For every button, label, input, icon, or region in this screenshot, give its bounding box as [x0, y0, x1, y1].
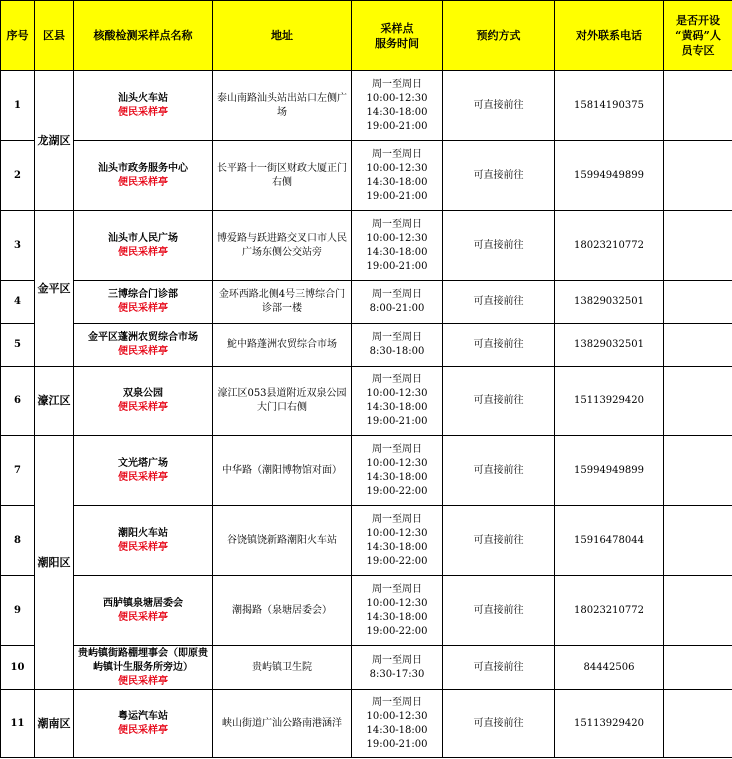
hours-line: 周一至周日 — [372, 654, 422, 666]
hours-line: 14:30-18:00 — [366, 176, 428, 188]
site-booking: 可直接前往 — [443, 141, 555, 211]
hours-line: 14:30-18:00 — [366, 611, 428, 623]
site-name-cell — [74, 281, 213, 324]
site-address: 谷饶镇饶新路潮阳火车站 — [213, 506, 352, 576]
hours-line: 周一至周日 — [372, 443, 422, 455]
site-address: 濠江区053县道附近双泉公园大门口右侧 — [213, 367, 352, 436]
site-phone: 15113929420 — [555, 690, 664, 758]
site-address: 博爱路与跃进路交叉口市人民广场东侧公交站旁 — [213, 211, 352, 281]
district-cell: 濠江区 — [35, 367, 74, 436]
hours-line: 10:00-12:30 — [366, 457, 428, 469]
header-yellow-zone — [664, 1, 732, 71]
site-name-cell — [74, 211, 213, 281]
site-booking: 可直接前往 — [443, 367, 555, 436]
site-name: 双泉公园 — [123, 388, 163, 399]
row-seq: 11 — [1, 690, 35, 758]
site-hours — [352, 211, 443, 281]
site-address: 贵屿镇卫生院 — [213, 646, 352, 690]
district-cell: 金平区 — [35, 211, 74, 367]
site-booking: 可直接前往 — [443, 324, 555, 367]
header-hours-line: 服务时间 — [375, 36, 419, 50]
site-booking: 可直接前往 — [443, 71, 555, 141]
site-hours — [352, 690, 443, 758]
header-address: 地址 — [213, 1, 352, 71]
row-seq: 7 — [1, 436, 35, 506]
hours-line: 周一至周日 — [372, 218, 422, 230]
row-seq: 3 — [1, 211, 35, 281]
yellow-zone-cell — [664, 436, 732, 506]
site-tag: 便民采样亭 — [118, 346, 168, 357]
site-name: 汕头火车站 — [118, 92, 168, 104]
row-seq: 10 — [1, 646, 35, 690]
table-row — [1, 71, 732, 141]
hours-line: 周一至周日 — [372, 583, 422, 595]
site-booking: 可直接前往 — [443, 211, 555, 281]
site-address: 潮揭路（泉塘居委会） — [213, 576, 352, 646]
site-tag: 便民采样亭 — [118, 471, 168, 483]
row-seq: 6 — [1, 367, 35, 436]
site-name: 粤运汽车站 — [118, 710, 168, 722]
site-tag: 便民采样亭 — [118, 303, 168, 314]
site-tag: 便民采样亭 — [118, 611, 168, 623]
header-hours — [352, 1, 443, 71]
site-address: 泰山南路汕头站出站口左侧广场 — [213, 71, 352, 141]
hours-line: 10:00-12:30 — [366, 597, 428, 609]
site-tag: 便民采样亭 — [118, 541, 168, 553]
site-address: 中华路（潮阳博物馆对面） — [213, 436, 352, 506]
site-hours — [352, 281, 443, 324]
site-phone: 18023210772 — [555, 576, 664, 646]
hours-line: 周一至周日 — [372, 289, 422, 300]
site-address: 长平路十一街区财政大厦正门右侧 — [213, 141, 352, 211]
site-name-cell — [74, 690, 213, 758]
site-booking: 可直接前往 — [443, 690, 555, 758]
site-booking: 可直接前往 — [443, 436, 555, 506]
hours-line: 14:30-18:00 — [366, 402, 428, 413]
hours-line: 14:30-18:00 — [366, 471, 428, 483]
table-row — [1, 324, 732, 367]
yellow-zone-cell — [664, 367, 732, 436]
site-booking: 可直接前往 — [443, 281, 555, 324]
hours-line: 19:00-21:00 — [366, 190, 428, 202]
yellow-zone-cell — [664, 141, 732, 211]
site-phone: 15994949899 — [555, 141, 664, 211]
table-row — [1, 211, 732, 281]
header-row — [1, 1, 732, 71]
site-booking: 可直接前往 — [443, 506, 555, 576]
hours-line: 周一至周日 — [372, 332, 422, 343]
hours-line: 19:00-22:00 — [366, 625, 428, 637]
site-tag: 便民采样亭 — [118, 246, 168, 258]
table-row — [1, 646, 732, 690]
site-hours — [352, 367, 443, 436]
site-hours — [352, 506, 443, 576]
hours-line: 10:00-12:30 — [366, 710, 428, 722]
header-district: 区县 — [35, 1, 74, 71]
yellow-zone-cell — [664, 506, 732, 576]
site-hours — [352, 646, 443, 690]
site-tag: 便民采样亭 — [118, 106, 168, 118]
site-name: 三博综合门诊部 — [108, 289, 178, 300]
site-address: 鮀中路蓬洲农贸综合市场 — [213, 324, 352, 367]
yellow-zone-cell — [664, 71, 732, 141]
header-yellow-line: 是否开设 — [676, 14, 720, 27]
table-row — [1, 281, 732, 324]
site-name-cell — [74, 71, 213, 141]
hours-line: 19:00-21:00 — [366, 738, 428, 750]
hours-line: 19:00-22:00 — [366, 485, 428, 497]
site-name: 汕头市人民广场 — [108, 232, 178, 244]
header-booking: 预约方式 — [443, 1, 555, 71]
site-phone: 84442506 — [555, 646, 664, 690]
yellow-zone-cell — [664, 324, 732, 367]
hours-line: 周一至周日 — [372, 696, 422, 708]
yellow-zone-cell — [664, 211, 732, 281]
table-row — [1, 576, 732, 646]
hours-line: 19:00-21:00 — [366, 416, 428, 427]
hours-line: 19:00-21:00 — [366, 120, 428, 132]
site-name-cell — [74, 324, 213, 367]
site-address: 峡山街道广汕公路南港涵洋 — [213, 690, 352, 758]
hours-line: 19:00-22:00 — [366, 555, 428, 567]
site-name: 潮阳火车站 — [118, 527, 168, 539]
site-booking: 可直接前往 — [443, 646, 555, 690]
table-row — [1, 367, 732, 436]
hours-line: 14:30-18:00 — [366, 724, 428, 736]
hours-line: 10:00-12:30 — [366, 162, 428, 174]
site-name: 贵屿镇街路棚埋事会（即原贵屿镇计生服务所旁边） — [78, 647, 208, 673]
hours-line: 8:30-17:30 — [369, 668, 425, 680]
hours-line: 14:30-18:00 — [366, 106, 428, 118]
site-tag: 便民采样亭 — [118, 724, 168, 736]
row-seq: 8 — [1, 506, 35, 576]
site-tag: 便民采样亭 — [118, 675, 168, 687]
district-cell: 潮南区 — [35, 690, 74, 758]
hours-line: 8:30-18:00 — [369, 346, 425, 357]
site-name: 汕头市政务服务中心 — [98, 162, 188, 174]
table-row — [1, 506, 732, 576]
site-name-cell — [74, 576, 213, 646]
hours-line: 8:00-21:00 — [369, 303, 425, 314]
site-name-cell — [74, 506, 213, 576]
table-row — [1, 141, 732, 211]
site-booking: 可直接前往 — [443, 576, 555, 646]
row-seq: 2 — [1, 141, 35, 211]
row-seq: 9 — [1, 576, 35, 646]
hours-line: 14:30-18:00 — [366, 246, 428, 258]
hours-line: 14:30-18:00 — [366, 541, 428, 553]
hours-line: 周一至周日 — [372, 374, 422, 385]
header-hours-line: 采样点 — [380, 21, 414, 35]
site-phone: 13829032501 — [555, 324, 664, 367]
site-phone: 18023210772 — [555, 211, 664, 281]
district-cell: 龙湖区 — [35, 71, 74, 211]
district-cell: 潮阳区 — [35, 436, 74, 690]
site-phone: 15994949899 — [555, 436, 664, 506]
header-yellow-line: “黄码”人 — [675, 29, 721, 42]
yellow-zone-cell — [664, 690, 732, 758]
site-hours — [352, 436, 443, 506]
yellow-zone-cell — [664, 576, 732, 646]
yellow-zone-cell — [664, 646, 732, 690]
hours-line: 10:00-12:30 — [366, 527, 428, 539]
hours-line: 10:00-12:30 — [366, 92, 428, 104]
site-phone: 15113929420 — [555, 367, 664, 436]
row-seq: 4 — [1, 281, 35, 324]
site-name-cell — [74, 436, 213, 506]
hours-line: 10:00-12:30 — [366, 388, 428, 399]
site-name: 文光塔广场 — [118, 457, 168, 469]
hours-line: 周一至周日 — [372, 148, 422, 160]
site-phone: 15916478044 — [555, 506, 664, 576]
site-phone: 13829032501 — [555, 281, 664, 324]
site-name-cell — [74, 646, 213, 690]
site-hours — [352, 141, 443, 211]
site-hours — [352, 71, 443, 141]
header-yellow-line: 员专区 — [681, 44, 715, 57]
site-name-cell — [74, 141, 213, 211]
site-tag: 便民采样亭 — [118, 402, 168, 413]
site-name-cell — [74, 367, 213, 436]
table-row — [1, 690, 732, 758]
site-name: 西胪镇泉塘居委会 — [103, 597, 183, 609]
site-hours — [352, 576, 443, 646]
hours-line: 19:00-21:00 — [366, 260, 428, 272]
yellow-zone-cell — [664, 281, 732, 324]
header-seq: 序号 — [1, 1, 35, 71]
header-name: 核酸检测采样点名称 — [74, 1, 213, 71]
row-seq: 5 — [1, 324, 35, 367]
site-address: 金环西路北侧4号三博综合门诊部一楼 — [213, 281, 352, 324]
site-name: 金平区蓬洲农贸综合市场 — [88, 332, 198, 343]
site-hours — [352, 324, 443, 367]
hours-line: 周一至周日 — [372, 78, 422, 90]
header-phone: 对外联系电话 — [555, 1, 664, 71]
table-row — [1, 436, 732, 506]
hours-line: 10:00-12:30 — [366, 232, 428, 244]
hours-line: 周一至周日 — [372, 513, 422, 525]
site-tag: 便民采样亭 — [118, 176, 168, 188]
site-phone: 15814190375 — [555, 71, 664, 141]
row-seq: 1 — [1, 71, 35, 141]
